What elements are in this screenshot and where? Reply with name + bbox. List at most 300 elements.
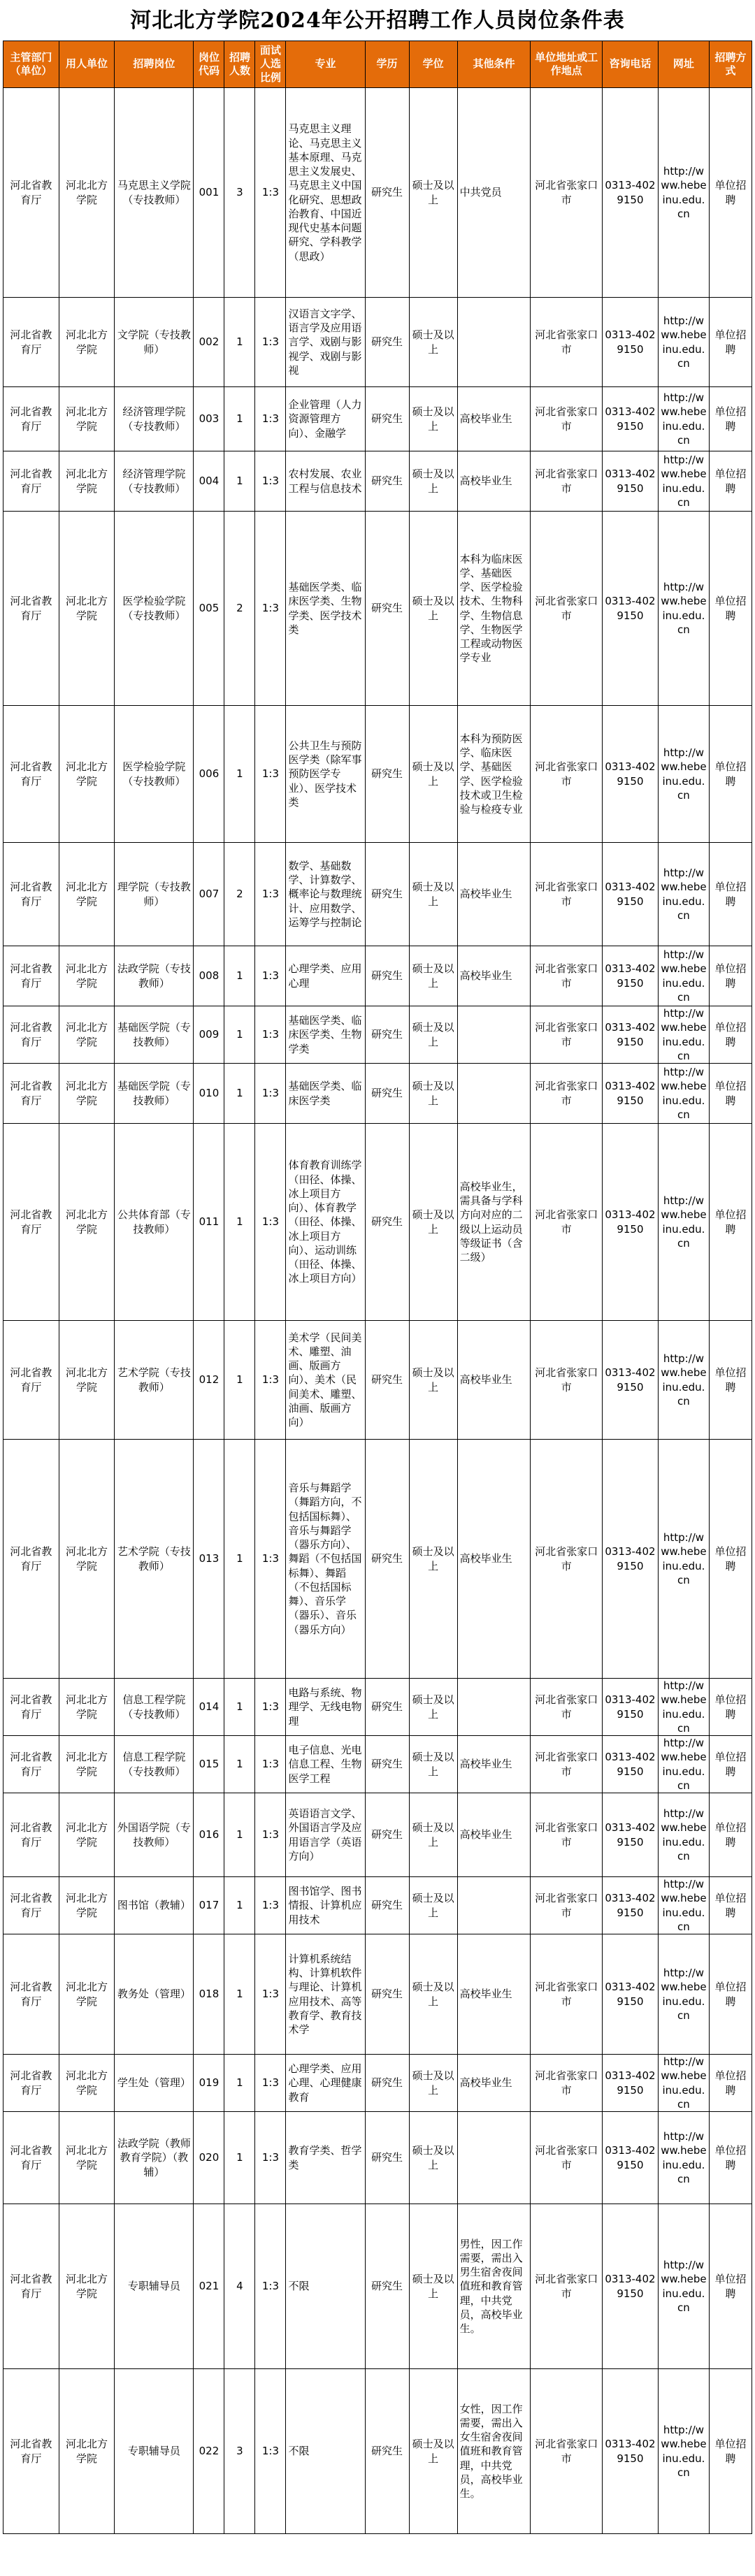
table-row [3, 843, 752, 946]
phone-cell: 0313-4029150 [603, 1793, 659, 1877]
dept-cell: 河北省教育厅 [3, 843, 59, 946]
major-cell: 企业管理（人力资源管理方向）、金融学 [286, 387, 365, 451]
count-cell: 4 [224, 2204, 255, 2369]
dept-cell: 河北省教育厅 [3, 946, 59, 1006]
unit-cell: 河北北方学院 [59, 706, 115, 843]
table-row [3, 451, 752, 512]
phone-cell: 0313-4029150 [603, 843, 659, 946]
website-cell: http://www.hebeinu.edu.cn [658, 1934, 709, 2055]
post-code-cell: 017 [194, 1877, 224, 1934]
other-conditions-cell: 高校毕业生 [457, 946, 531, 1006]
other-conditions-cell: 高校毕业生 [457, 1440, 531, 1679]
address-cell: 河北省张家口市 [531, 451, 603, 512]
other-conditions-cell: 本科为临床医学、基础医学、医学检验技术、生物科学、生物信息学、生物医学工程或动物医学专业 [457, 512, 531, 706]
unit-cell: 河北北方学院 [59, 1440, 115, 1679]
website-cell: http://www.hebeinu.edu.cn [658, 843, 709, 946]
dept-cell: 河北省教育厅 [3, 1006, 59, 1064]
post-code-cell: 016 [194, 1793, 224, 1877]
other-conditions-cell [457, 1064, 531, 1124]
unit-cell: 河北北方学院 [59, 451, 115, 512]
website-cell: http://www.hebeinu.edu.cn [658, 1877, 709, 1934]
table-row [3, 1877, 752, 1934]
count-cell: 1 [224, 706, 255, 843]
method-cell: 单位招聘 [710, 946, 752, 1006]
other-conditions-cell: 高校毕业生 [457, 843, 531, 946]
degree-cell: 硕士及以上 [409, 512, 457, 706]
method-cell: 单位招聘 [710, 2112, 752, 2204]
major-cell: 电子信息、光电信息工程、生物医学工程 [286, 1736, 365, 1793]
education-cell: 研究生 [365, 1736, 409, 1793]
major-cell: 英语语言文学、外国语言学及应用语言学（英语方向） [286, 1793, 365, 1877]
phone-cell: 0313-4029150 [603, 1679, 659, 1736]
other-conditions-cell [457, 1006, 531, 1064]
phone-cell: 0313-4029150 [603, 2204, 659, 2369]
col-header: 网址 [658, 41, 709, 88]
website-cell: http://www.hebeinu.edu.cn [658, 1006, 709, 1064]
major-cell: 农村发展、农业工程与信息技术 [286, 451, 365, 512]
post-cell: 法政学院（专技教师） [115, 946, 194, 1006]
education-cell: 研究生 [365, 451, 409, 512]
degree-cell: 硕士及以上 [409, 2369, 457, 2534]
post-cell: 外国语学院（专技教师） [115, 1793, 194, 1877]
post-cell: 专职辅导员 [115, 2204, 194, 2369]
table-row [3, 88, 752, 298]
ratio-cell: 1:3 [255, 88, 286, 298]
major-cell: 数学、基础数学、计算数学、概率论与数理统计、应用数学、运筹学与控制论 [286, 843, 365, 946]
count-cell: 1 [224, 1877, 255, 1934]
unit-cell: 河北北方学院 [59, 843, 115, 946]
count-cell: 1 [224, 1679, 255, 1736]
major-cell: 公共卫生与预防医学类（除军事预防医学专业）、医学技术类 [286, 706, 365, 843]
table-row [3, 1793, 752, 1877]
website-cell: http://www.hebeinu.edu.cn [658, 2055, 709, 2112]
ratio-cell: 1:3 [255, 1440, 286, 1679]
dept-cell: 河北省教育厅 [3, 2204, 59, 2369]
other-conditions-cell: 高校毕业生 [457, 1793, 531, 1877]
phone-cell: 0313-4029150 [603, 1124, 659, 1321]
unit-cell: 河北北方学院 [59, 88, 115, 298]
website-cell: http://www.hebeinu.edu.cn [658, 1736, 709, 1793]
col-header: 招聘方式 [710, 41, 752, 88]
degree-cell: 硕士及以上 [409, 1006, 457, 1064]
dept-cell: 河北省教育厅 [3, 1440, 59, 1679]
table-row [3, 2204, 752, 2369]
unit-cell: 河北北方学院 [59, 2369, 115, 2534]
dept-cell: 河北省教育厅 [3, 1679, 59, 1736]
degree-cell: 硕士及以上 [409, 2112, 457, 2204]
ratio-cell: 1:3 [255, 2204, 286, 2369]
unit-cell: 河北北方学院 [59, 2055, 115, 2112]
degree-cell: 硕士及以上 [409, 1934, 457, 2055]
address-cell: 河北省张家口市 [531, 1006, 603, 1064]
degree-cell: 硕士及以上 [409, 1736, 457, 1793]
post-code-cell: 011 [194, 1124, 224, 1321]
education-cell: 研究生 [365, 1934, 409, 2055]
table-row [3, 2055, 752, 2112]
other-conditions-cell: 高校毕业生 [457, 1321, 531, 1440]
dept-cell: 河北省教育厅 [3, 1793, 59, 1877]
ratio-cell: 1:3 [255, 512, 286, 706]
address-cell: 河北省张家口市 [531, 387, 603, 451]
post-code-cell: 012 [194, 1321, 224, 1440]
count-cell: 1 [224, 451, 255, 512]
phone-cell: 0313-4029150 [603, 2055, 659, 2112]
col-header: 专业 [286, 41, 365, 88]
post-cell: 基础医学院（专技教师） [115, 1064, 194, 1124]
post-cell: 理学院（专技教师） [115, 843, 194, 946]
other-conditions-cell: 高校毕业生 [457, 387, 531, 451]
table-row [3, 1006, 752, 1064]
table-row [3, 1321, 752, 1440]
count-cell: 1 [224, 1124, 255, 1321]
post-code-cell: 015 [194, 1736, 224, 1793]
phone-cell: 0313-4029150 [603, 387, 659, 451]
education-cell: 研究生 [365, 512, 409, 706]
ratio-cell: 1:3 [255, 2112, 286, 2204]
method-cell: 单位招聘 [710, 88, 752, 298]
dept-cell: 河北省教育厅 [3, 1321, 59, 1440]
phone-cell: 0313-4029150 [603, 512, 659, 706]
website-cell: http://www.hebeinu.edu.cn [658, 298, 709, 387]
major-cell: 马克思主义理论、马克思主义基本原理、马克思主义发展史、马克思主义中国化研究、思想政治教育、中国近现代史基本问题研究、学科教学（思政） [286, 88, 365, 298]
ratio-cell: 1:3 [255, 1124, 286, 1321]
method-cell: 单位招聘 [710, 1736, 752, 1793]
table-row [3, 1440, 752, 1679]
website-cell: http://www.hebeinu.edu.cn [658, 88, 709, 298]
ratio-cell: 1:3 [255, 2369, 286, 2534]
post-cell: 文学院（专技教师） [115, 298, 194, 387]
post-cell: 图书馆（教辅） [115, 1877, 194, 1934]
degree-cell: 硕士及以上 [409, 1440, 457, 1679]
website-cell: http://www.hebeinu.edu.cn [658, 1064, 709, 1124]
website-cell: http://www.hebeinu.edu.cn [658, 387, 709, 451]
other-conditions-cell: 高校毕业生，需具备与学科方向对应的二级以上运动员等级证书（含二级） [457, 1124, 531, 1321]
table-row [3, 1124, 752, 1321]
major-cell: 电路与系统、物理学、无线电物理 [286, 1679, 365, 1736]
post-cell: 医学检验学院（专技教师） [115, 512, 194, 706]
unit-cell: 河北北方学院 [59, 1736, 115, 1793]
col-header: 岗位代码 [194, 41, 224, 88]
post-cell: 公共体育部（专技教师） [115, 1124, 194, 1321]
post-code-cell: 004 [194, 451, 224, 512]
col-header: 用人单位 [59, 41, 115, 88]
ratio-cell: 1:3 [255, 1006, 286, 1064]
address-cell: 河北省张家口市 [531, 1064, 603, 1124]
phone-cell: 0313-4029150 [603, 2369, 659, 2534]
address-cell: 河北省张家口市 [531, 512, 603, 706]
post-code-cell: 021 [194, 2204, 224, 2369]
dept-cell: 河北省教育厅 [3, 298, 59, 387]
dept-cell: 河北省教育厅 [3, 451, 59, 512]
post-cell: 法政学院（教师教育学院）（教辅） [115, 2112, 194, 2204]
address-cell: 河北省张家口市 [531, 706, 603, 843]
count-cell: 2 [224, 512, 255, 706]
address-cell: 河北省张家口市 [531, 2204, 603, 2369]
count-cell: 1 [224, 1440, 255, 1679]
degree-cell: 硕士及以上 [409, 387, 457, 451]
other-conditions-cell: 高校毕业生 [457, 1934, 531, 2055]
degree-cell: 硕士及以上 [409, 2055, 457, 2112]
website-cell: http://www.hebeinu.edu.cn [658, 1321, 709, 1440]
phone-cell: 0313-4029150 [603, 451, 659, 512]
major-cell: 计算机系统结构、计算机软件与理论、计算机应用技术、高等教育学、教育技术学 [286, 1934, 365, 2055]
other-conditions-cell [457, 2112, 531, 2204]
post-cell: 马克思主义学院（专技教师） [115, 88, 194, 298]
post-code-cell: 019 [194, 2055, 224, 2112]
table-row [3, 1934, 752, 2055]
count-cell: 2 [224, 843, 255, 946]
other-conditions-cell: 高校毕业生 [457, 451, 531, 512]
other-conditions-cell: 高校毕业生 [457, 2055, 531, 2112]
table-row [3, 2112, 752, 2204]
major-cell: 基础医学类、临床医学类、生物学类、医学技术类 [286, 512, 365, 706]
count-cell: 1 [224, 1736, 255, 1793]
major-cell: 汉语言文字学、语言学及应用语言学、戏剧与影视学、戏剧与影视 [286, 298, 365, 387]
dept-cell: 河北省教育厅 [3, 1877, 59, 1934]
ratio-cell: 1:3 [255, 1064, 286, 1124]
post-cell: 经济管理学院（专技教师） [115, 387, 194, 451]
table-row [3, 946, 752, 1006]
other-conditions-cell [457, 298, 531, 387]
ratio-cell: 1:3 [255, 1793, 286, 1877]
degree-cell: 硕士及以上 [409, 298, 457, 387]
count-cell: 1 [224, 1064, 255, 1124]
education-cell: 研究生 [365, 2055, 409, 2112]
phone-cell: 0313-4029150 [603, 1440, 659, 1679]
address-cell: 河北省张家口市 [531, 2112, 603, 2204]
phone-cell: 0313-4029150 [603, 1877, 659, 1934]
method-cell: 单位招聘 [710, 1440, 752, 1679]
unit-cell: 河北北方学院 [59, 1934, 115, 2055]
table-row [3, 512, 752, 706]
post-code-cell: 002 [194, 298, 224, 387]
method-cell: 单位招聘 [710, 1877, 752, 1934]
table-row [3, 1064, 752, 1124]
ratio-cell: 1:3 [255, 2055, 286, 2112]
unit-cell: 河北北方学院 [59, 2204, 115, 2369]
post-code-cell: 013 [194, 1440, 224, 1679]
dept-cell: 河北省教育厅 [3, 1064, 59, 1124]
website-cell: http://www.hebeinu.edu.cn [658, 1124, 709, 1321]
website-cell: http://www.hebeinu.edu.cn [658, 2204, 709, 2369]
address-cell: 河北省张家口市 [531, 1124, 603, 1321]
post-code-cell: 020 [194, 2112, 224, 2204]
address-cell: 河北省张家口市 [531, 1877, 603, 1934]
method-cell: 单位招聘 [710, 1124, 752, 1321]
other-conditions-cell: 本科为预防医学、临床医学、基础医学、医学检验技术或卫生检验与检疫专业 [457, 706, 531, 843]
phone-cell: 0313-4029150 [603, 1006, 659, 1064]
website-cell: http://www.hebeinu.edu.cn [658, 2112, 709, 2204]
table-row [3, 706, 752, 843]
education-cell: 研究生 [365, 2204, 409, 2369]
degree-cell: 硕士及以上 [409, 706, 457, 843]
degree-cell: 硕士及以上 [409, 1064, 457, 1124]
count-cell: 1 [224, 1006, 255, 1064]
page-title: 河北北方学院2024年公开招聘工作人员岗位条件表 [130, 8, 625, 33]
col-header: 单位地址或工作地点 [531, 41, 603, 88]
method-cell: 单位招聘 [710, 843, 752, 946]
major-cell: 图书馆学、图书情报、计算机应用技术 [286, 1877, 365, 1934]
col-header: 学位 [409, 41, 457, 88]
method-cell: 单位招聘 [710, 451, 752, 512]
count-cell: 3 [224, 88, 255, 298]
website-cell: http://www.hebeinu.edu.cn [658, 706, 709, 843]
post-code-cell: 005 [194, 512, 224, 706]
education-cell: 研究生 [365, 1679, 409, 1736]
method-cell: 单位招聘 [710, 706, 752, 843]
phone-cell: 0313-4029150 [603, 298, 659, 387]
phone-cell: 0313-4029150 [603, 1736, 659, 1793]
degree-cell: 硕士及以上 [409, 1679, 457, 1736]
unit-cell: 河北北方学院 [59, 387, 115, 451]
ratio-cell: 1:3 [255, 706, 286, 843]
unit-cell: 河北北方学院 [59, 1064, 115, 1124]
major-cell: 不限 [286, 2369, 365, 2534]
header-row [3, 41, 752, 88]
education-cell: 研究生 [365, 1124, 409, 1321]
post-cell: 学生处（管理） [115, 2055, 194, 2112]
degree-cell: 硕士及以上 [409, 451, 457, 512]
unit-cell: 河北北方学院 [59, 1006, 115, 1064]
method-cell: 单位招聘 [710, 2369, 752, 2534]
education-cell: 研究生 [365, 1440, 409, 1679]
post-cell: 基础医学院（专技教师） [115, 1006, 194, 1064]
unit-cell: 河北北方学院 [59, 298, 115, 387]
website-cell: http://www.hebeinu.edu.cn [658, 512, 709, 706]
major-cell: 基础医学类、临床医学类 [286, 1064, 365, 1124]
degree-cell: 硕士及以上 [409, 2204, 457, 2369]
education-cell: 研究生 [365, 946, 409, 1006]
count-cell: 1 [224, 2055, 255, 2112]
address-cell: 河北省张家口市 [531, 2055, 603, 2112]
website-cell: http://www.hebeinu.edu.cn [658, 2369, 709, 2534]
education-cell: 研究生 [365, 1793, 409, 1877]
post-code-cell: 006 [194, 706, 224, 843]
phone-cell: 0313-4029150 [603, 1064, 659, 1124]
dept-cell: 河北省教育厅 [3, 387, 59, 451]
major-cell: 不限 [286, 2204, 365, 2369]
other-conditions-cell [457, 1679, 531, 1736]
other-conditions-cell: 中共党员 [457, 88, 531, 298]
phone-cell: 0313-4029150 [603, 1934, 659, 2055]
table-row [3, 1679, 752, 1736]
address-cell: 河北省张家口市 [531, 2369, 603, 2534]
education-cell: 研究生 [365, 2112, 409, 2204]
ratio-cell: 1:3 [255, 946, 286, 1006]
address-cell: 河北省张家口市 [531, 298, 603, 387]
address-cell: 河北省张家口市 [531, 1679, 603, 1736]
method-cell: 单位招聘 [710, 1064, 752, 1124]
count-cell: 1 [224, 946, 255, 1006]
other-conditions-cell: 高校毕业生 [457, 1736, 531, 1793]
dept-cell: 河北省教育厅 [3, 2369, 59, 2534]
unit-cell: 河北北方学院 [59, 1679, 115, 1736]
website-cell: http://www.hebeinu.edu.cn [658, 946, 709, 1006]
education-cell: 研究生 [365, 1064, 409, 1124]
ratio-cell: 1:3 [255, 298, 286, 387]
education-cell: 研究生 [365, 88, 409, 298]
education-cell: 研究生 [365, 706, 409, 843]
method-cell: 单位招聘 [710, 512, 752, 706]
ratio-cell: 1:3 [255, 843, 286, 946]
degree-cell: 硕士及以上 [409, 843, 457, 946]
major-cell: 心理学类、应用心理、心理健康教育 [286, 2055, 365, 2112]
other-conditions-cell: 女性，因工作需要，需出入女生宿舍夜间值班和教育管理，中共党员，高校毕业生。 [457, 2369, 531, 2534]
address-cell: 河北省张家口市 [531, 88, 603, 298]
address-cell: 河北省张家口市 [531, 1736, 603, 1793]
post-cell: 教务处（管理） [115, 1934, 194, 2055]
recruitment-table [3, 41, 752, 2534]
ratio-cell: 1:3 [255, 451, 286, 512]
ratio-cell: 1:3 [255, 1679, 286, 1736]
table-row [3, 2369, 752, 2534]
post-cell: 专职辅导员 [115, 2369, 194, 2534]
other-conditions-cell [457, 1877, 531, 1934]
method-cell: 单位招聘 [710, 2055, 752, 2112]
method-cell: 单位招聘 [710, 1679, 752, 1736]
education-cell: 研究生 [365, 387, 409, 451]
address-cell: 河北省张家口市 [531, 1793, 603, 1877]
method-cell: 单位招聘 [710, 387, 752, 451]
unit-cell: 河北北方学院 [59, 1124, 115, 1321]
unit-cell: 河北北方学院 [59, 2112, 115, 2204]
degree-cell: 硕士及以上 [409, 1793, 457, 1877]
unit-cell: 河北北方学院 [59, 1321, 115, 1440]
dept-cell: 河北省教育厅 [3, 88, 59, 298]
count-cell: 1 [224, 1934, 255, 2055]
phone-cell: 0313-4029150 [603, 1321, 659, 1440]
phone-cell: 0313-4029150 [603, 946, 659, 1006]
unit-cell: 河北北方学院 [59, 946, 115, 1006]
post-code-cell: 010 [194, 1064, 224, 1124]
post-code-cell: 001 [194, 88, 224, 298]
table-row [3, 387, 752, 451]
address-cell: 河北省张家口市 [531, 946, 603, 1006]
phone-cell: 0313-4029150 [603, 88, 659, 298]
post-cell: 医学检验学院（专技教师） [115, 706, 194, 843]
col-header: 招聘岗位 [115, 41, 194, 88]
major-cell: 教育学类、哲学类 [286, 2112, 365, 2204]
method-cell: 单位招聘 [710, 2204, 752, 2369]
method-cell: 单位招聘 [710, 1321, 752, 1440]
dept-cell: 河北省教育厅 [3, 706, 59, 843]
col-header: 面试人选比例 [255, 41, 286, 88]
count-cell: 3 [224, 2369, 255, 2534]
method-cell: 单位招聘 [710, 1934, 752, 2055]
unit-cell: 河北北方学院 [59, 1877, 115, 1934]
count-cell: 1 [224, 2112, 255, 2204]
degree-cell: 硕士及以上 [409, 1321, 457, 1440]
count-cell: 1 [224, 387, 255, 451]
phone-cell: 0313-4029150 [603, 706, 659, 843]
education-cell: 研究生 [365, 843, 409, 946]
major-cell: 美术学（民间美术、雕塑、油画、版画方向）、美术（民间美术、雕塑、油画、版画方向） [286, 1321, 365, 1440]
post-cell: 艺术学院（专技教师） [115, 1440, 194, 1679]
post-code-cell: 014 [194, 1679, 224, 1736]
major-cell: 体育教育训练学（田径、体操、冰上项目方向）、体育教学（田径、体操、冰上项目方向）、运动训练（田径、体操、冰上项目方向） [286, 1124, 365, 1321]
col-header: 咨询电话 [603, 41, 659, 88]
dept-cell: 河北省教育厅 [3, 1124, 59, 1321]
table-row [3, 1736, 752, 1793]
education-cell: 研究生 [365, 1877, 409, 1934]
post-code-cell: 003 [194, 387, 224, 451]
table-row [3, 298, 752, 387]
website-cell: http://www.hebeinu.edu.cn [658, 1793, 709, 1877]
col-header: 其他条件 [457, 41, 531, 88]
method-cell: 单位招聘 [710, 298, 752, 387]
post-cell: 经济管理学院（专技教师） [115, 451, 194, 512]
address-cell: 河北省张家口市 [531, 843, 603, 946]
